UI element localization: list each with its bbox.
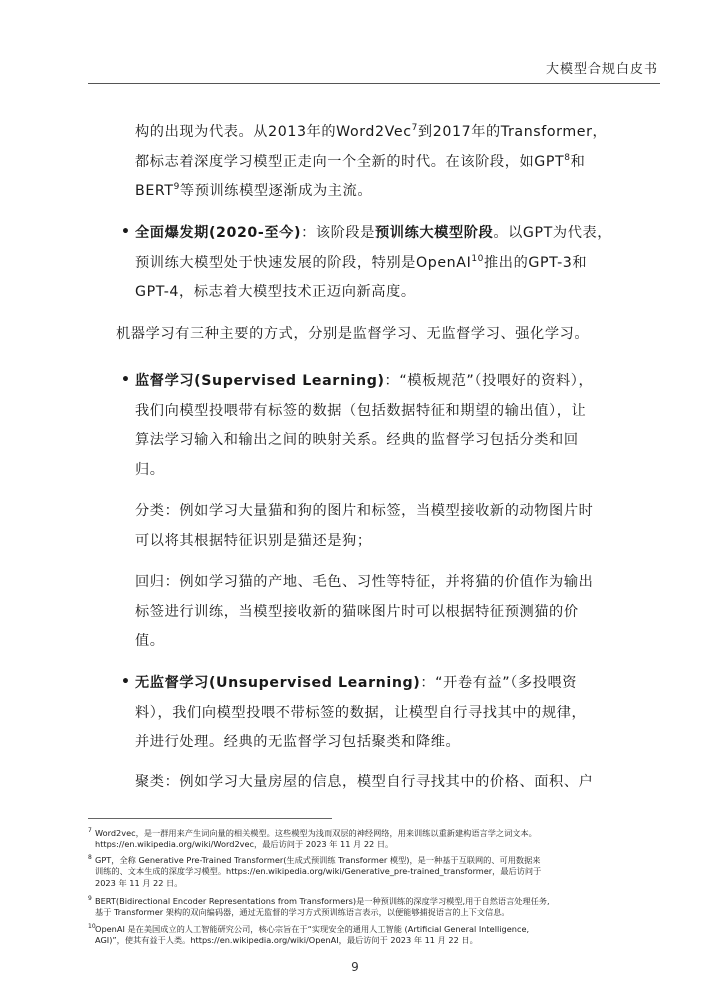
paragraph-line: 构的出现为代表。从2013年的Word2Vec$^7$到2017年的Transformer， xyxy=(135,123,608,140)
paragraph-line: 并进行处理。经典的无监督学习包括聚类和降维。 xyxy=(135,734,461,750)
paragraph-line: GPT-4，标志着大模型技术正迈向新高度。 xyxy=(135,284,416,300)
bullet-marker: • xyxy=(121,372,130,388)
bullet-item-unsupervised-learning: 无监督学习(Unsupervised Learning)：“开卷有益”（多投喂资 xyxy=(135,675,578,691)
paragraph-ml-methods: 机器学习有三种主要的方式，分别是监督学习、无监督学习、强化学习。 xyxy=(116,326,590,342)
paragraph-line: 归。 xyxy=(135,461,165,478)
paragraph-line: 值。 xyxy=(135,633,165,649)
footnote-ref-10[interactable]: 10 xyxy=(471,253,485,264)
paragraph-line: 我们向模型投喂带有标签的数据（包括数据特征和期望的输出值），让 xyxy=(135,402,587,419)
paragraph-clustering: 聚类：例如学习大量房屋的信息，模型自行寻找其中的价格、面积、户 xyxy=(135,774,594,790)
document-title: 大模型合规白皮书 xyxy=(545,62,658,77)
footnote-ref-9[interactable]: 9 xyxy=(173,182,180,192)
footnote-ref-8[interactable]: 8 xyxy=(564,152,571,163)
bullet-item-explosion-period: 全面爆发期(2020-至今)：该阶段是预训练大模型阶段。以GPT为代表， xyxy=(135,225,613,241)
paragraph-line: 料），我们向模型投喂不带标签的数据，让模型自行寻找其中的规律， xyxy=(135,704,587,721)
footnote-divider xyxy=(88,818,332,819)
paragraph-line: 都标志着深度学习模型正走向一个全新的时代。在该阶段，如GPT$^8$和 xyxy=(135,152,586,170)
bullet-item-supervised-learning: 监督学习(Supervised Learning)：“模板规范”（投喂好的资料）， xyxy=(135,373,594,389)
page-number: 9 xyxy=(351,960,359,974)
paragraph-regression: 回归：例如学习猫的产地、毛色、习性等特征，并将猫的价值作为输出 xyxy=(135,574,594,590)
paragraph-line: 可以将其根据特征识别是猫还是狗； xyxy=(135,532,372,549)
header-divider xyxy=(88,83,660,84)
paragraph-line: 标签进行训练，当模型接收新的猫咪图片时可以根据特征预测猫的价 xyxy=(135,603,579,620)
paragraph-line: 预训练大模型处于快速发展的阶段，特别是OpenAI$^{10}$推出的GPT-3和 xyxy=(135,253,588,271)
bullet-marker: • xyxy=(121,674,130,690)
footnote-ref-7[interactable]: 7 xyxy=(411,123,418,133)
paragraph-line: 算法学习输入和输出之间的映射关系。经典的监督学习包括分类和回 xyxy=(135,432,579,448)
bullet-marker: • xyxy=(121,224,130,240)
paragraph-classification: 分类：例如学习大量猫和狗的图片和标签，当模型接收新的动物图片时 xyxy=(135,503,594,519)
paragraph-line: BERT$^9$等预训练模型逐渐成为主流。 xyxy=(135,182,373,199)
